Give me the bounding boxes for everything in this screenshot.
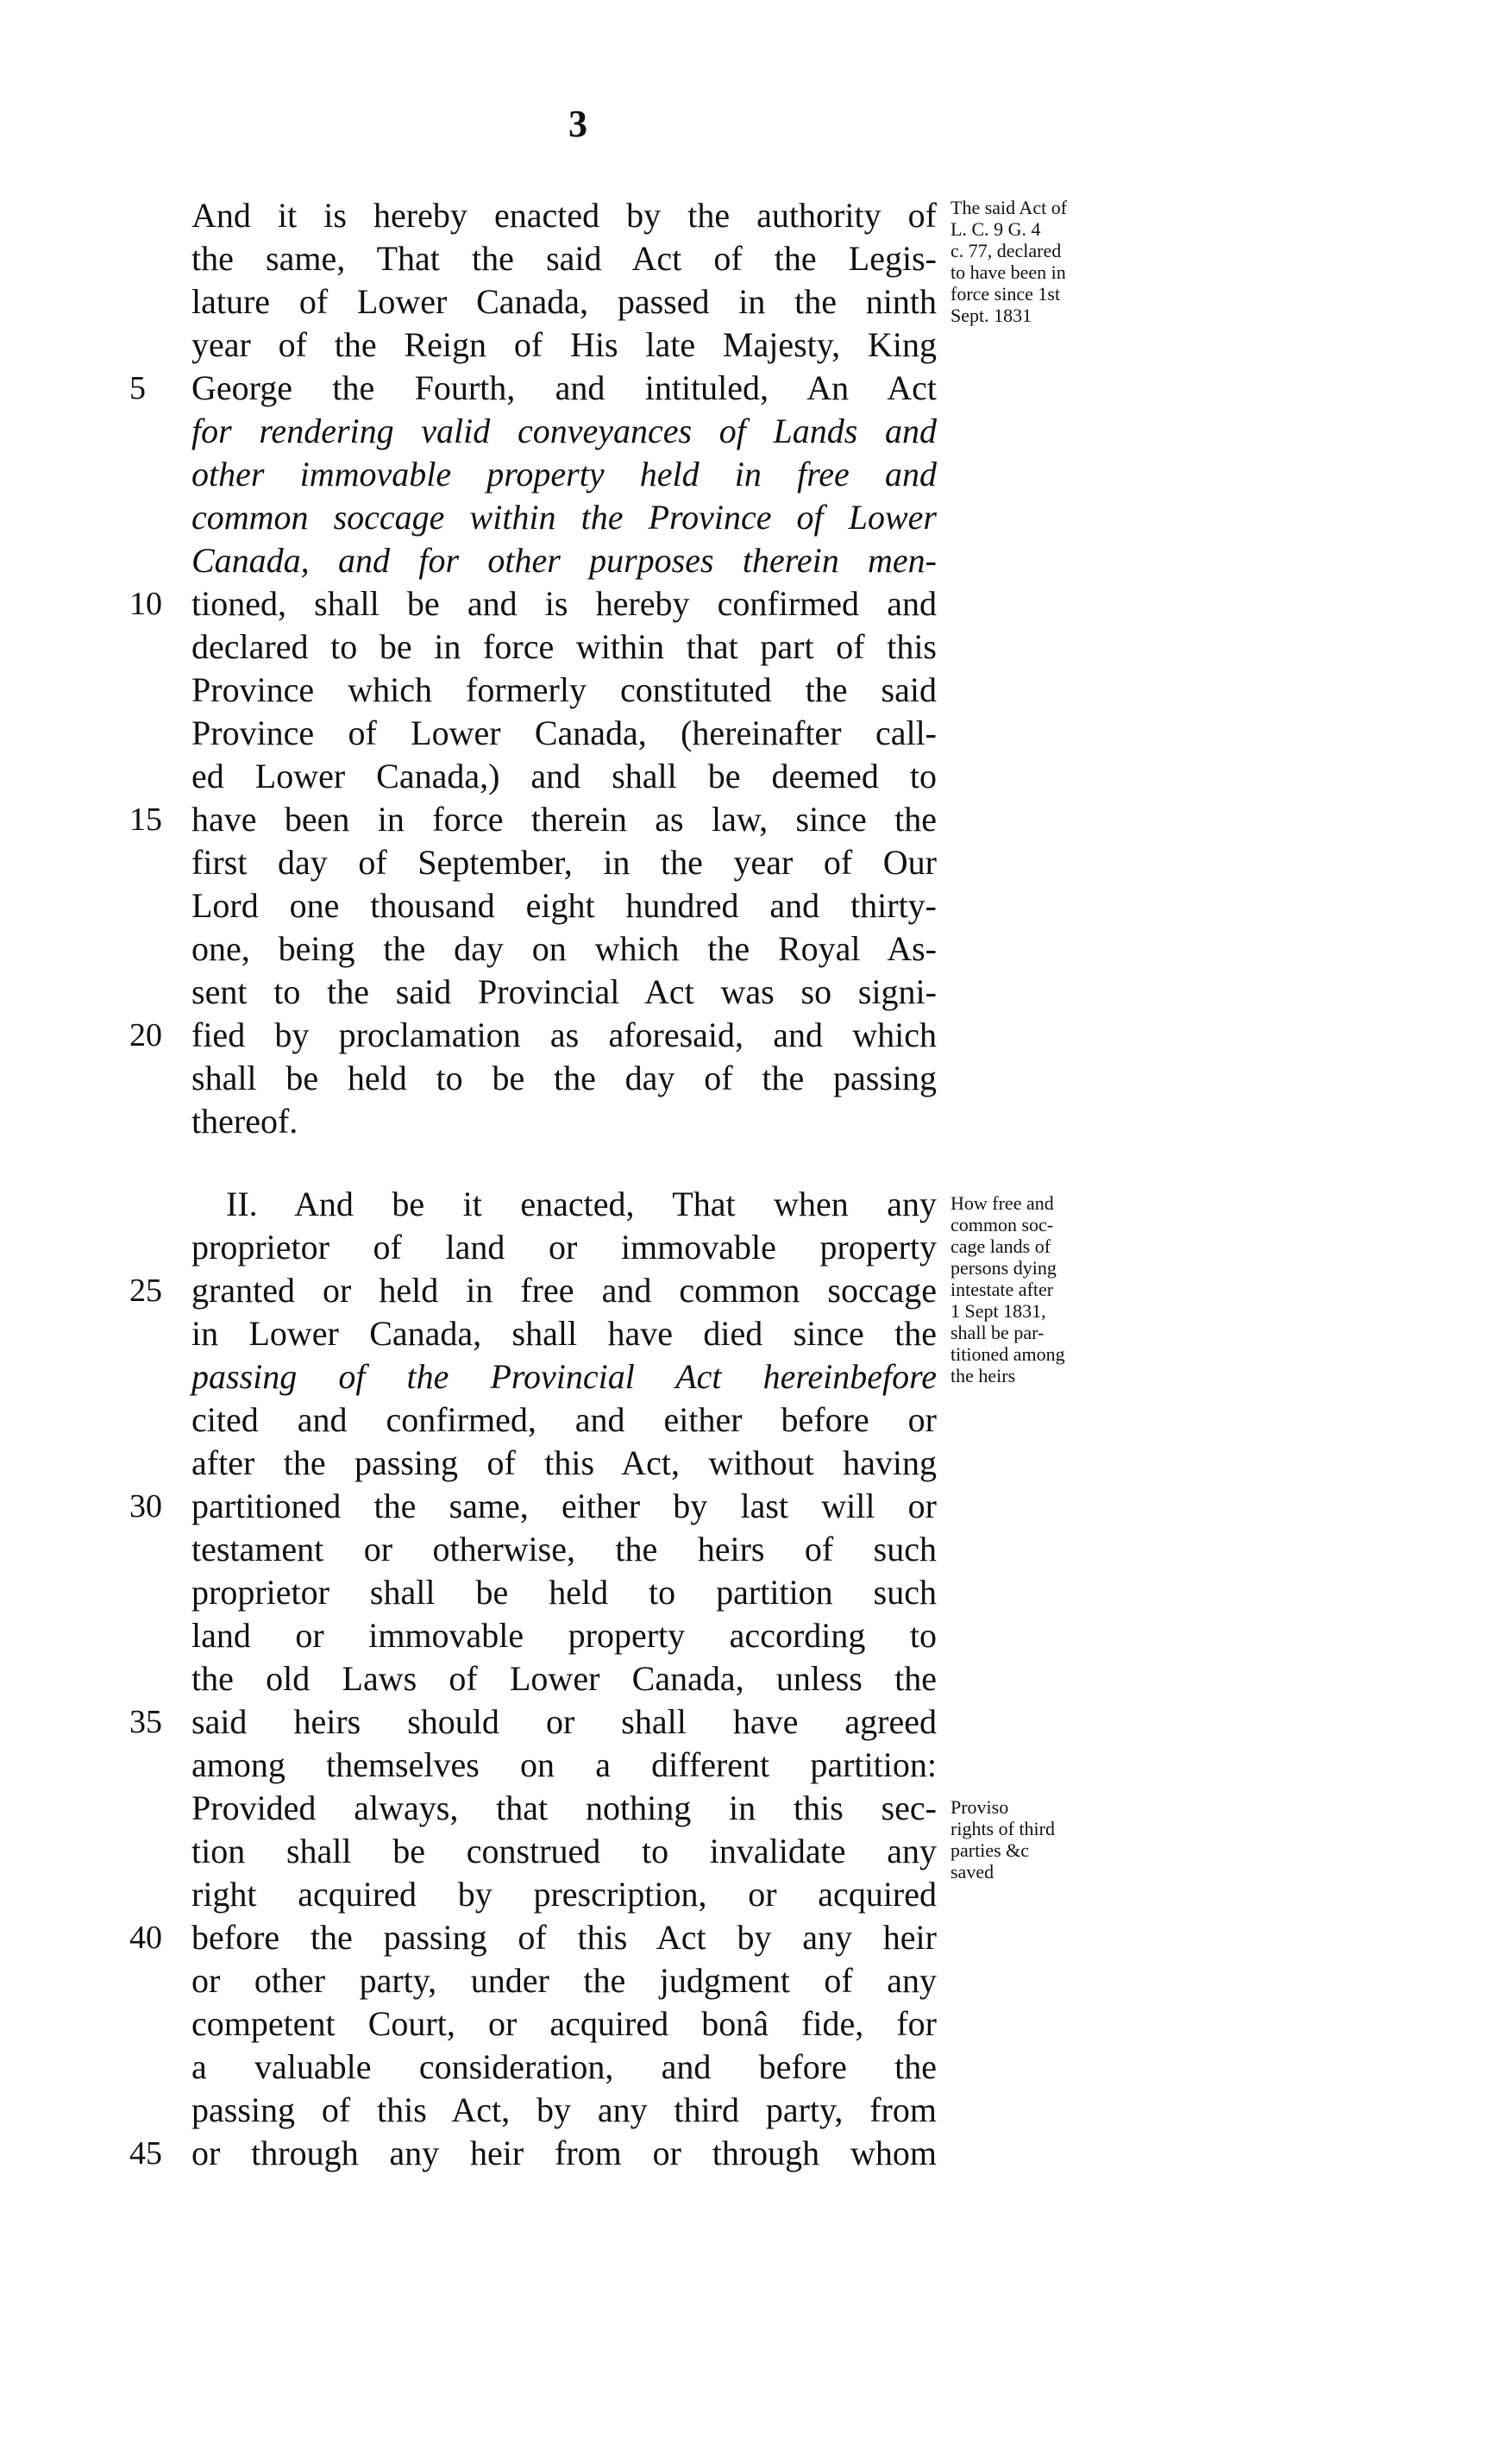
body-line: tion shall be construed to invalidate any bbox=[191, 1832, 937, 1870]
line-number: 10 bbox=[129, 586, 162, 622]
line-number: 15 bbox=[129, 801, 162, 838]
body-line: after the passing of this Act, without having bbox=[191, 1443, 937, 1482]
margin-note-line: shall be par- bbox=[950, 1322, 1045, 1343]
body-line: in Lower Canada, shall have died since the bbox=[191, 1314, 937, 1353]
body-line: or through any heir from or through whom bbox=[191, 2134, 937, 2172]
line-number: 20 bbox=[129, 1017, 162, 1053]
margin-note-line: intestate after bbox=[950, 1279, 1054, 1300]
body-line: Canada, and for other purposes therein men- bbox=[191, 541, 937, 580]
line-number: 40 bbox=[129, 1920, 162, 1956]
body-line: lature of Lower Canada, passed in the ninth bbox=[191, 282, 937, 321]
margin-note-line: titioned among bbox=[950, 1343, 1065, 1365]
body-line: Province which formerly constituted the said bbox=[191, 670, 937, 709]
margin-note-line: parties &c bbox=[950, 1839, 1030, 1861]
margin-note-line: How free and bbox=[950, 1192, 1054, 1214]
line-number: 30 bbox=[129, 1488, 162, 1524]
margin-note-line: L. C. 9 G. 4 bbox=[950, 218, 1041, 240]
margin-note-line: c. 77, declared bbox=[950, 240, 1062, 261]
margin-note-line: to have been in bbox=[950, 261, 1066, 283]
margin-note bbox=[950, 1192, 1158, 1386]
body-line: proprietor shall be held to partition such bbox=[191, 1573, 937, 1612]
body-line: a valuable consideration, and before the bbox=[191, 2047, 937, 2086]
body-line: have been in force therein as law, since the bbox=[191, 800, 937, 839]
body-line: for rendering valid conveyances of Lands and bbox=[191, 412, 937, 450]
margin-note-line: 1 Sept 1831, bbox=[950, 1300, 1046, 1322]
body-line: before the passing of this Act by any heir bbox=[191, 1918, 937, 1957]
body-line: ed Lower Canada,) and shall be deemed to bbox=[191, 757, 937, 795]
margin-note-line: common soc- bbox=[950, 1214, 1054, 1235]
body-line: George the Fourth, and intituled, An Act bbox=[191, 368, 937, 407]
margin-note-line: force since 1st bbox=[950, 283, 1061, 305]
body-line: Province of Lower Canada, (hereinafter call- bbox=[191, 713, 937, 752]
body-line: And it is hereby enacted by the authority of bbox=[191, 196, 937, 235]
body-line: Provided always, that nothing in this sec- bbox=[191, 1788, 937, 1827]
line-number: 45 bbox=[129, 2135, 162, 2172]
body-line: declared to be in force within that part of this bbox=[191, 627, 937, 666]
body-line: or other party, under the judgment of any bbox=[191, 1961, 937, 2000]
body-line: thereof. bbox=[191, 1102, 298, 1141]
margin-note-line: persons dying bbox=[950, 1257, 1057, 1279]
margin-note-line: The said Act of bbox=[950, 197, 1068, 218]
body-line: partitioned the same, either by last will or bbox=[191, 1487, 937, 1525]
page-number: 3 bbox=[568, 103, 587, 145]
body-line: testament or otherwise, the heirs of such bbox=[191, 1530, 937, 1568]
body-line: one, being the day on which the Royal As- bbox=[191, 929, 937, 968]
body-line: the old Laws of Lower Canada, unless the bbox=[191, 1659, 937, 1698]
line-number: 25 bbox=[129, 1273, 162, 1309]
body-line: right acquired by prescription, or acquired bbox=[191, 1875, 937, 1914]
body-line: passing of the Provincial Act hereinbefore bbox=[191, 1357, 937, 1396]
margin-note-line: rights of third bbox=[950, 1818, 1055, 1839]
margin-note-line: cage lands of bbox=[950, 1235, 1051, 1257]
body-line: fied by proclamation as aforesaid, and which bbox=[191, 1015, 937, 1054]
margin-note bbox=[950, 197, 1158, 326]
body-line: sent to the said Provincial Act was so signi- bbox=[191, 972, 937, 1011]
body-line: common soccage within the Province of Lower bbox=[191, 498, 937, 537]
body-line: passing of this Act, by any third party, from bbox=[191, 2090, 937, 2129]
body-line: first day of September, in the year of Our bbox=[191, 843, 937, 882]
body-line: among themselves on a different partition: bbox=[191, 1745, 937, 1784]
margin-note bbox=[950, 1796, 1158, 1883]
body-line: shall be held to be the day of the passing bbox=[191, 1059, 937, 1097]
margin-note-line: the heirs bbox=[950, 1365, 1016, 1386]
body-line: granted or held in free and common soccage bbox=[191, 1271, 937, 1310]
body-line: cited and confirmed, and either before or bbox=[191, 1400, 937, 1439]
line-number: 35 bbox=[129, 1704, 162, 1740]
body-line: tioned, shall be and is hereby confirmed and bbox=[191, 584, 937, 623]
body-line: land or immovable property according to bbox=[191, 1616, 937, 1655]
body-line: II. And be it enacted, That when any bbox=[226, 1185, 937, 1223]
body-line: other immovable property held in free and bbox=[191, 455, 937, 493]
body-line: proprietor of land or immovable property bbox=[191, 1228, 937, 1267]
line-number: 5 bbox=[129, 370, 146, 406]
body-line: competent Court, or acquired bonâ fide, for bbox=[191, 2004, 937, 2043]
body-line: year of the Reign of His late Majesty, King bbox=[191, 325, 937, 364]
body-line: said heirs should or shall have agreed bbox=[191, 1702, 937, 1741]
margin-note-line: Sept. 1831 bbox=[950, 305, 1032, 326]
body-line: the same, That the said Act of the Legis- bbox=[191, 239, 937, 278]
margin-note-line: saved bbox=[950, 1861, 994, 1883]
body-line: Lord one thousand eight hundred and thirty- bbox=[191, 886, 937, 925]
margin-note-line: Proviso bbox=[950, 1796, 1009, 1818]
